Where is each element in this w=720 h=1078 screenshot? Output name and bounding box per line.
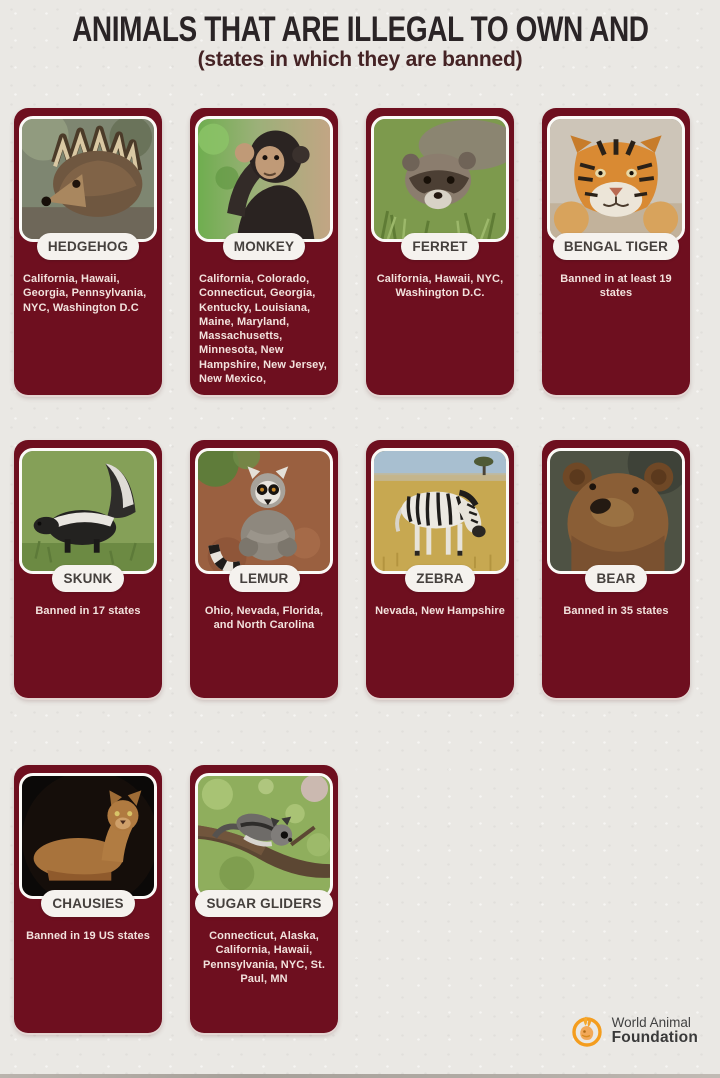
animal-card-lemur (190, 440, 338, 698)
skunk-photo (19, 448, 157, 574)
zebra-photo (371, 448, 509, 574)
animal-name-badge (405, 565, 475, 592)
animal-name: CHAUSIES (52, 896, 124, 911)
animal-name: FERRET (412, 239, 468, 254)
animal-name-badge (229, 565, 300, 592)
sugar-gliders-photo (195, 773, 333, 899)
banned-states-text: Banned in at least 19 states (560, 273, 672, 300)
card-row-2 (14, 440, 690, 698)
chausies-photo (19, 773, 157, 899)
banned-states-text: Ohio, Nevada, Florida, and North Carolina (204, 605, 324, 632)
page-subtitle: (states in which they are banned) (197, 48, 523, 71)
logo-text (612, 1016, 698, 1046)
animal-name: MONKEY (233, 239, 295, 254)
paper-bottom-edge (0, 1074, 720, 1078)
animal-name-badge (223, 233, 305, 260)
animal-name-badge (553, 233, 679, 260)
animal-card-skunk (14, 440, 162, 698)
animal-card-zebra (366, 440, 514, 698)
bear-photo (547, 448, 685, 574)
rabbit-circle-icon (570, 1014, 604, 1048)
animal-card-ferret (366, 108, 514, 395)
animal-name-badge (401, 233, 478, 260)
animal-name: LEMUR (239, 571, 289, 586)
animal-card-hedgehog (14, 108, 162, 395)
animal-name: ZEBRA (416, 571, 464, 586)
banned-states-text: Banned in 17 states (35, 605, 141, 617)
animal-name-badge (195, 890, 332, 917)
animal-card-bear (542, 440, 690, 698)
logo-line1: World Animal (611, 1014, 691, 1030)
animal-card-sugar-gliders (190, 765, 338, 1033)
banned-states-text: Connecticut, Alaska, California, Hawaii, Pennsylvania, NYC, St. Paul, MN (202, 930, 326, 985)
animal-name: BENGAL TIGER (563, 239, 669, 254)
banned-states-text: California, Hawaii, NYC, Washington D.C. (376, 273, 504, 300)
animal-card-monkey (190, 108, 338, 395)
bengal-tiger-photo (547, 116, 685, 242)
logo-line2: Foundation (611, 1028, 698, 1046)
animal-name: HEDGEHOG (47, 239, 129, 254)
banned-states-text: California, Colorado, Connecticut, Georgia, Kentucky, Louisiana, Maine, Maryland, Massachusetts, Minnesota, New Hampshire, New Jersey, New Mexico, (199, 273, 327, 386)
card-row-1 (14, 108, 690, 395)
monkey-photo (195, 116, 333, 242)
header (0, 0, 720, 72)
banned-states-text: Banned in 35 states (563, 605, 669, 617)
banned-states-text: California, Hawaii, Georgia, Pennsylvania, NYC, Washington D.C (23, 273, 147, 314)
banned-states-text: Banned in 19 US states (26, 930, 150, 942)
world-animal-foundation-logo (570, 1014, 698, 1048)
animal-card-chausies (14, 765, 162, 1033)
animal-name-badge (585, 565, 646, 592)
animal-name: BEAR (596, 571, 636, 586)
animal-name: SKUNK (63, 571, 113, 586)
card-row-3 (14, 765, 338, 1033)
banned-states-text: Nevada, New Hampshire (375, 605, 505, 617)
page-title: ANIMALS THAT ARE ILLEGAL TO OWN AND (72, 10, 649, 49)
ferret-photo (371, 116, 509, 242)
animal-name: SUGAR GLIDERS (206, 896, 322, 911)
lemur-photo (195, 448, 333, 574)
animal-name-badge (37, 233, 139, 260)
animal-card-bengal-tiger (542, 108, 690, 395)
hedgehog-photo (19, 116, 157, 242)
animal-name-badge (41, 890, 134, 917)
animal-name-badge (52, 565, 123, 592)
